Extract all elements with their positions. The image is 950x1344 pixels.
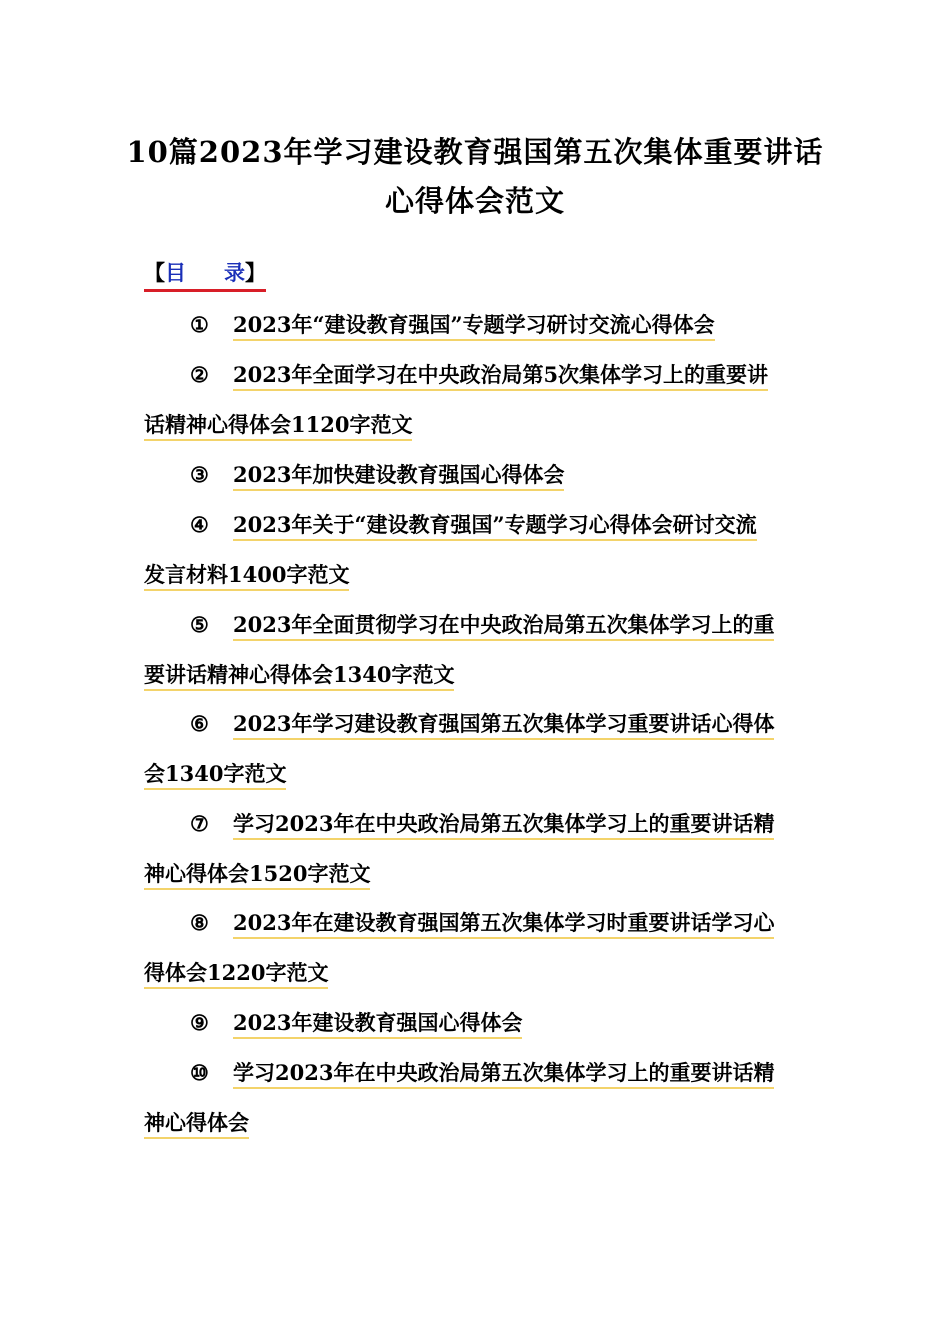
toc-item-number: ⑨ (190, 1010, 209, 1035)
document-title-line-2: 心得体会范文 (384, 184, 565, 218)
toc-item-number: ① (190, 312, 209, 337)
toc-item-link-continued[interactable]: 会1340字范文 (144, 763, 286, 790)
toc-item-link[interactable]: 2023年建设教育强国心得体会 (233, 1012, 522, 1039)
toc-item-link[interactable]: 2023年关于“建设教育强国”专题学习心得体会研讨交流 (233, 514, 757, 541)
toc-item-number: ⑧ (190, 910, 209, 935)
toc-item-link[interactable]: 2023年加快建设教育强国心得体会 (233, 464, 564, 491)
toc-item-number: ⑦ (190, 811, 209, 836)
toc-item-link[interactable]: 学习2023年在中央政治局第五次集体学习上的重要讲话精 (233, 813, 774, 840)
toc-item-number: ⑤ (190, 612, 209, 637)
toc-item-link[interactable]: 学习2023年在中央政治局第五次集体学习上的重要讲话精 (233, 1062, 774, 1089)
toc-item-number: ④ (190, 512, 209, 537)
toc-item-link-continued[interactable]: 神心得体会1520字范文 (144, 863, 370, 890)
toc-item-number: ⑥ (190, 711, 209, 736)
toc-word-1: 目 (165, 260, 186, 285)
toc-item-link-continued[interactable]: 得体会1220字范文 (144, 962, 328, 989)
toc-item-link-continued[interactable]: 发言材料1400字范文 (144, 564, 349, 591)
toc-item-link[interactable]: 2023年全面贯彻学习在中央政治局第五次集体学习上的重 (233, 614, 774, 641)
toc-word-2: 录 (224, 260, 245, 285)
toc-item-link-continued[interactable]: 话精神心得体会1120字范文 (144, 414, 412, 441)
toc-close-bracket: 】 (245, 260, 266, 285)
toc-item-number: ② (190, 362, 209, 387)
toc-item-link[interactable]: 2023年在建设教育强国第五次集体学习时重要讲话学习心 (233, 912, 774, 939)
toc-item-link[interactable]: 2023年全面学习在中央政治局第5次集体学习上的重要讲 (233, 364, 768, 391)
toc-heading (144, 262, 266, 292)
toc-item-link-continued[interactable]: 神心得体会 (144, 1112, 249, 1139)
toc-item-link-continued[interactable]: 要讲话精神心得体会1340字范文 (144, 664, 454, 691)
toc-open-bracket: 【 (144, 260, 165, 285)
toc-item-number: ⑩ (190, 1060, 209, 1085)
toc-item-link[interactable]: 2023年“建设教育强国”专题学习研讨交流心得体会 (233, 314, 715, 341)
toc-item-number: ③ (190, 462, 209, 487)
toc-item-link[interactable]: 2023年学习建设教育强国第五次集体学习重要讲话心得体 (233, 713, 774, 740)
document-title-line-1: 10篇2023年学习建设教育强国第五次集体重要讲话 (126, 135, 824, 169)
